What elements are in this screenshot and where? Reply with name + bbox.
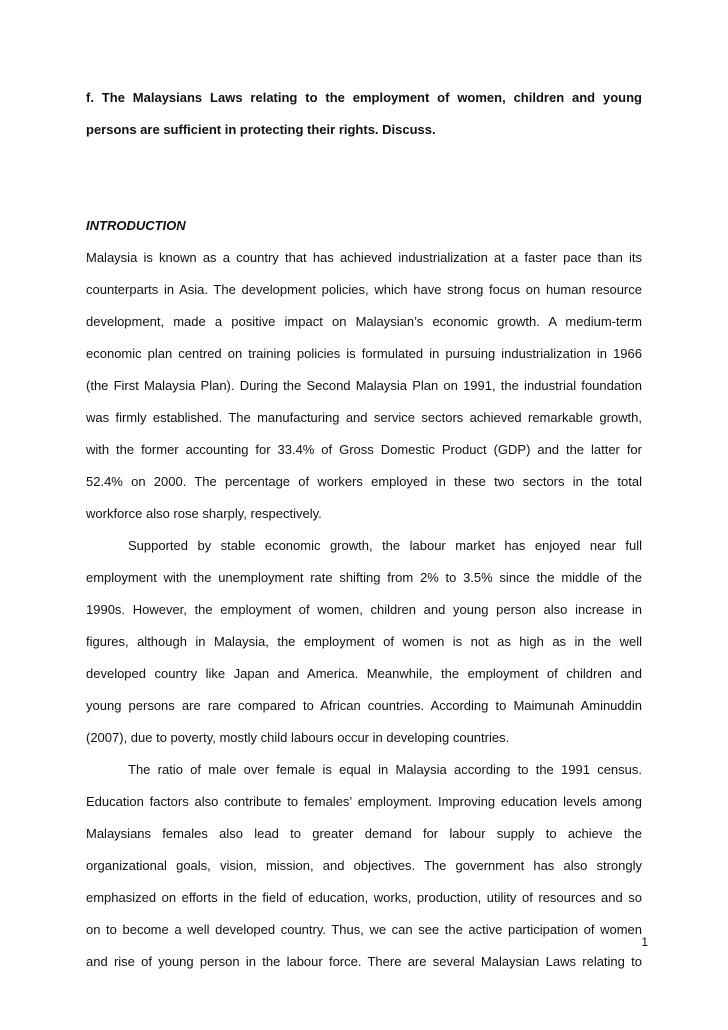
paragraph-line: development, made a positive impact on Malaysian’s economic growth. A medium-term bbox=[86, 314, 642, 329]
paragraph-line: figures, although in Malaysia, the employment of women is not as high as in the well bbox=[86, 634, 642, 649]
paragraph-3 bbox=[86, 754, 642, 978]
paragraph-line: (2007), due to poverty, mostly child labours occur in developing countries. bbox=[86, 730, 510, 745]
document-body bbox=[86, 82, 642, 978]
paragraph-line: with the former accounting for 33.4% of Gross Domestic Product (GDP) and the latter for bbox=[86, 442, 642, 457]
paragraph-line: Malaysia is known as a country that has achieved industrialization at a faster pace than its bbox=[86, 250, 642, 265]
paragraph-line: 1990s. However, the employment of women, children and young person also increase in bbox=[86, 602, 642, 617]
page-number: 1 bbox=[641, 935, 648, 949]
paragraph-line: and rise of young person in the labour force. There are several Malaysian Laws relating to bbox=[86, 954, 642, 969]
spacer bbox=[86, 146, 642, 178]
paragraph-2 bbox=[86, 530, 642, 754]
paragraph-line: developed country like Japan and America. Meanwhile, the employment of children and bbox=[86, 666, 642, 681]
paragraph-line: young persons are rare compared to African countries. According to Maimunah Aminuddin bbox=[86, 698, 642, 713]
question-line: f. The Malaysians Laws relating to the employment of women, children and young bbox=[86, 90, 642, 105]
question-line: persons are sufficient in protecting their rights. Discuss. bbox=[86, 122, 436, 137]
paragraph-line: organizational goals, vision, mission, and objectives. The government has also strongly bbox=[86, 858, 642, 873]
paragraph-1 bbox=[86, 242, 642, 530]
paragraph-line: Malaysians females also lead to greater demand for labour supply to achieve the bbox=[86, 826, 642, 841]
paragraph-line: The ratio of male over female is equal in Malaysia according to the 1991 census. bbox=[128, 762, 642, 777]
paragraph-line: counterparts in Asia. The development policies, which have strong focus on human resource bbox=[86, 282, 642, 297]
paragraph-line: Education factors also contribute to females’ employment. Improving education levels among bbox=[86, 794, 642, 809]
paragraph-line: on to become a well developed country. Thus, we can see the active participation of women bbox=[86, 922, 642, 937]
section-heading: INTRODUCTION bbox=[86, 218, 186, 233]
paragraph-line: 52.4% on 2000. The percentage of workers employed in these two sectors in the total bbox=[86, 474, 642, 489]
paragraph-line: workforce also rose sharply, respectively. bbox=[86, 506, 322, 521]
paragraph-line: economic plan centred on training policies is formulated in pursuing industrialization in 1966 bbox=[86, 346, 642, 361]
paragraph-line: was firmly established. The manufacturing and service sectors achieved remarkable growth, bbox=[86, 410, 642, 425]
question-title bbox=[86, 82, 642, 146]
paragraph-line: (the First Malaysia Plan). During the Second Malaysia Plan on 1991, the industrial foundation bbox=[86, 378, 642, 393]
paragraph-line: employment with the unemployment rate shifting from 2% to 3.5% since the middle of the bbox=[86, 570, 642, 585]
paragraph-line: Supported by stable economic growth, the labour market has enjoyed near full bbox=[128, 538, 642, 553]
paragraph-line: emphasized on efforts in the field of education, works, production, utility of resources and so bbox=[86, 890, 642, 905]
